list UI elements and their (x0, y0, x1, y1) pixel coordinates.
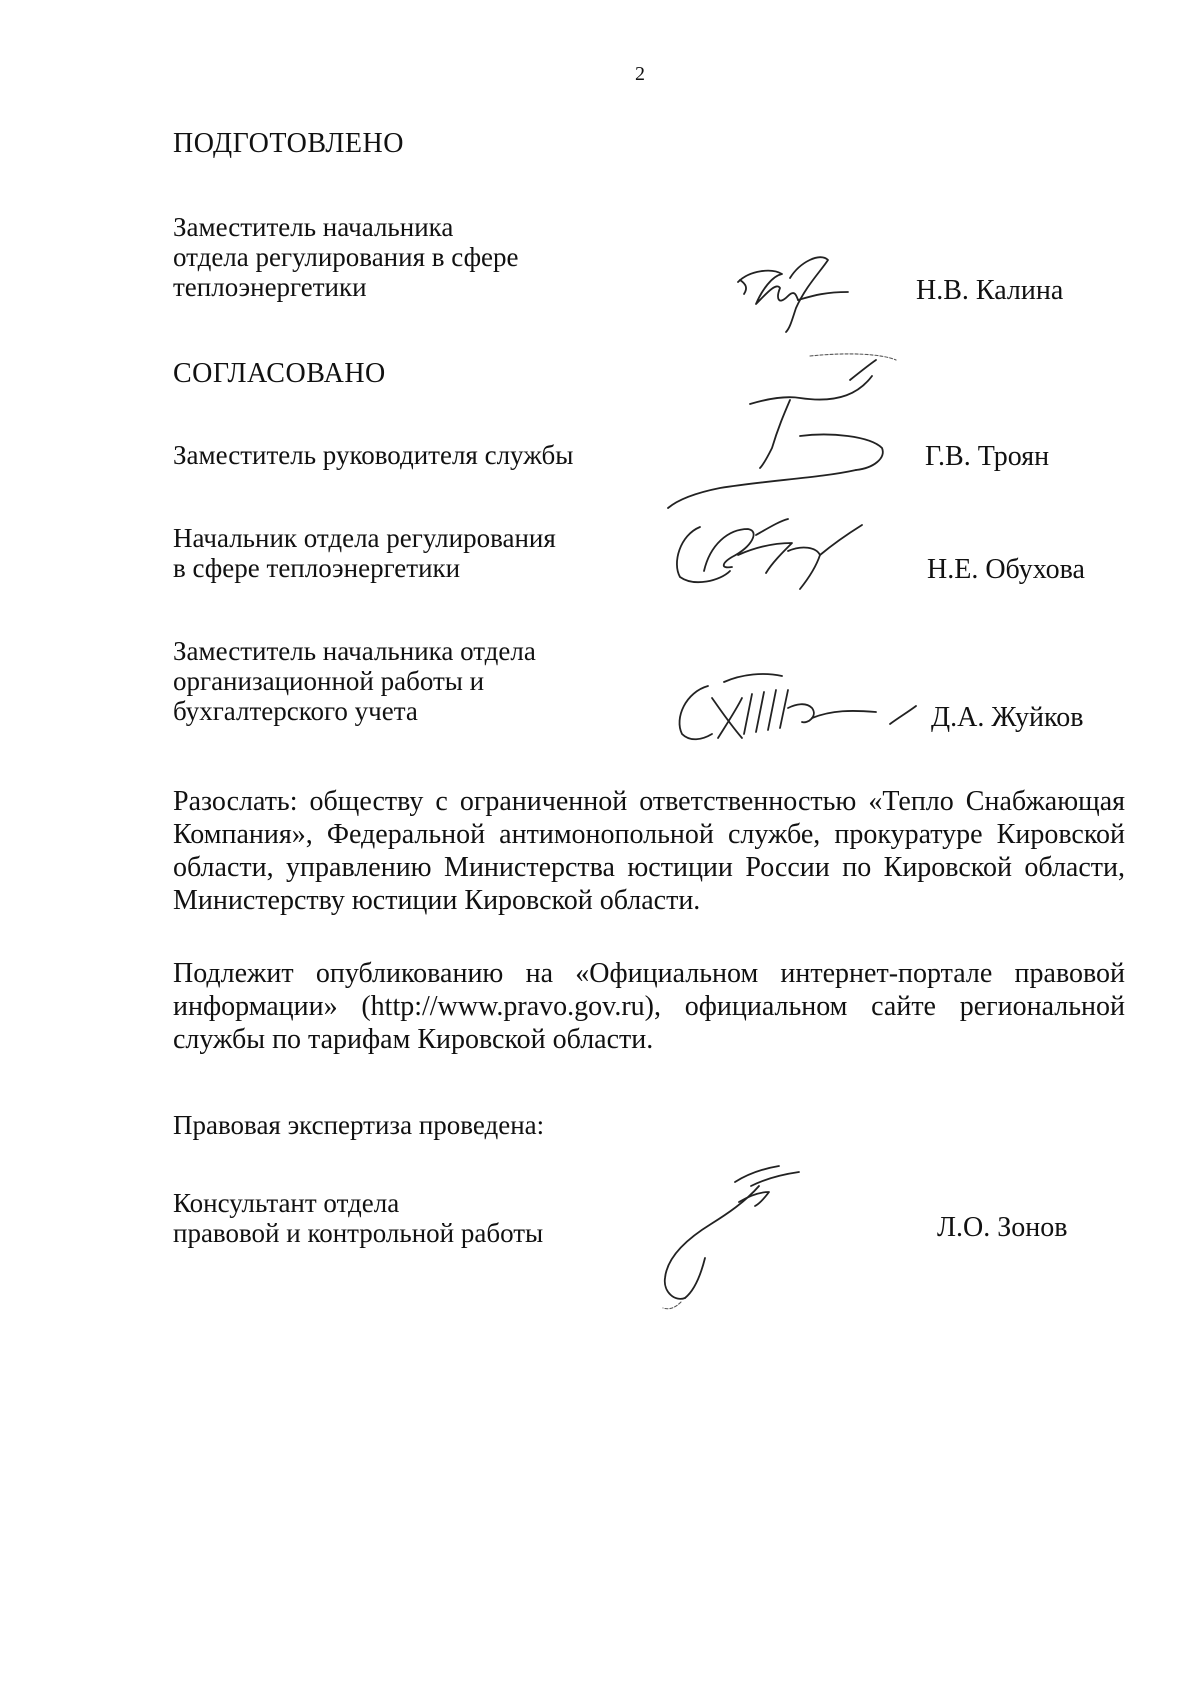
legal-review-role-line-2: правовой и контрольной работы (173, 1218, 544, 1248)
agreed-signer-3-role-line-1: Заместитель начальника отдела (173, 636, 536, 666)
prepared-role-line-3: теплоэнергетики (173, 272, 367, 302)
agreed-signer-3-role-line-3: бухгалтерского учета (173, 696, 418, 726)
prepared-name: Н.В. Калина (916, 275, 1064, 306)
agreed-signer-3-role (173, 636, 536, 726)
agreed-signer-2-name: Н.Е. Обухова (927, 554, 1085, 585)
legal-review-heading: Правовая экспертиза проведена: (173, 1110, 545, 1140)
signature-troyan (660, 352, 920, 512)
signature-zonov (655, 1162, 835, 1312)
distribution-paragraph: Разослать: обществу с ограниченной ответственностью «Тепло Снабжающая Компания», Федеральной антимонопольной службе, прокуратуре Кировской области, управлению Министерства юстиции России по Кировской области, Министерству юстиции Кировской области. (173, 786, 1125, 916)
page-number: 2 (635, 63, 645, 85)
agreed-signer-1-name: Г.В. Троян (925, 441, 1050, 472)
legal-review-role-line-1: Консультант отдела (173, 1188, 400, 1218)
legal-review-role (173, 1188, 543, 1248)
agreed-signer-2-role-line-2: в сфере теплоэнергетики (173, 553, 461, 583)
agreed-signer-2-role-line-1: Начальник отдела регулирования (173, 523, 556, 553)
agreed-signer-3-role-line-2: организационной работы и (173, 666, 485, 696)
agreed-signer-2-role (173, 523, 556, 583)
signature-zhuikov (672, 668, 920, 748)
prepared-role (173, 212, 519, 302)
agreed-signer-1-role (173, 440, 573, 470)
prepared-heading: ПОДГОТОВЛЕНО (173, 128, 404, 159)
prepared-role-line-2: отдела регулирования в сфере (173, 242, 519, 272)
legal-review-name: Л.О. Зонов (937, 1212, 1068, 1243)
publication-paragraph: Подлежит опубликованию на «Официальном интернет-портале правовой информации» (http://www.pravo.gov.ru), официальном сайте региональной службы по тарифам Кировской области. (173, 958, 1125, 1055)
agreed-heading: СОГЛАСОВАНО (173, 358, 386, 389)
agreed-signer-3-name: Д.А. Жуйков (931, 702, 1084, 733)
signature-obukhova (670, 515, 870, 595)
signature-kalina (720, 250, 870, 340)
agreed-signer-1-role-line-1: Заместитель руководителя службы (173, 440, 574, 470)
prepared-role-line-1: Заместитель начальника (173, 212, 454, 242)
